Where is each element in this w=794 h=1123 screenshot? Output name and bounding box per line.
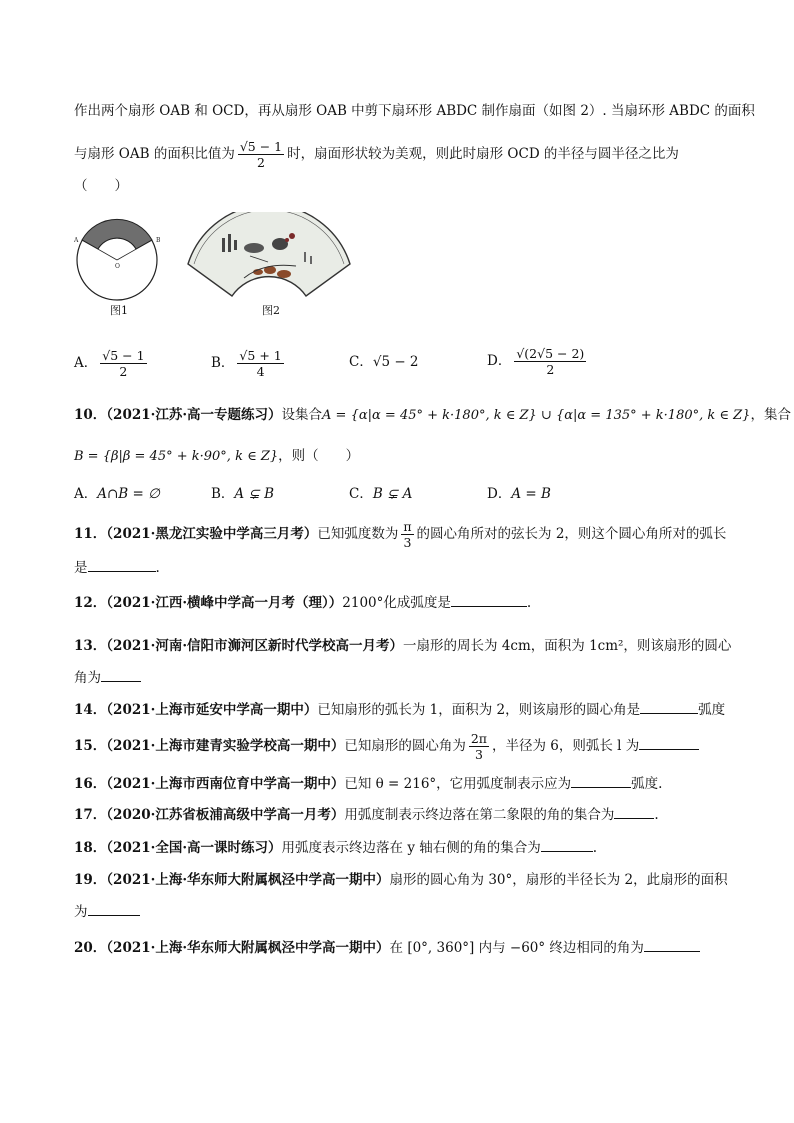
q11-answer-blank[interactable] [88,557,156,572]
q9-option-c[interactable]: C．√5 − 2 [349,354,419,370]
figure-1-sector-diagram [74,210,164,310]
q17-answer-blank[interactable] [614,804,654,819]
q19-answer-blank[interactable] [88,901,140,916]
q10-option-c[interactable]: C．B ⊊ A [349,486,413,502]
q20-line: 20．（2021·上海·华东师大附属枫泾中学高一期中）在 [0°, 360°] 内与 −60° 终边相同的角为 [74,937,700,958]
figure-2-fan-painting [184,212,354,302]
q10-option-b[interactable]: B．A ⊊ B [211,486,274,502]
q16-answer-blank[interactable] [571,773,631,788]
q11-fraction: $\frac{\pi}{3}$ [403,519,412,550]
q10-line-1: 10．（2021·江苏·高一专题练习）设集合A = {α|α = 45° + k·180°, k ∈ Z} ∪ {α|α = 135° + k·180°, k ∈ Z}，集合 [74,407,791,423]
label-b: B [156,237,161,244]
q12-line: 12．（2021·江西·横峰中学高一月考（理））2100°化成弧度是 . [74,592,531,613]
q9-line-1: 作出两个扇形 OAB 和 OCD，再从扇形 OAB 中剪下扇环形 ABDC 制作扇面（如图 2）. 当扇环形 ABDC 的面积 [74,103,755,119]
figure-1-caption: 图1 [110,304,128,317]
q18-line: 18．（2021·全国·高一课时练习）用弧度表示终边落在 y 轴右侧的角的集合为 . [74,837,597,858]
q9-ratio-fraction: $\frac{√5 - 1}{2}$ [239,139,283,170]
q13-answer-blank[interactable] [101,667,141,682]
q13-line-1: 13．（2021·河南·信阳市浉河区新时代学校高一月考）一扇形的周长为 4cm，面积为 1cm²，则该扇形的圆心 [74,638,732,654]
q19-line-1: 19．（2021·上海·华东师大附属枫泾中学高一期中）扇形的圆心角为 30°，扇形的半径长为 2，此扇形的面积 [74,872,728,888]
q9-line-2: 与扇形 OAB 的面积比值为 $\frac{√5 - 1}{2}$ 时，扇面形状较为美观，则此时扇形 OCD 的半径与圆半径之比为 [74,139,679,170]
q18-answer-blank[interactable] [541,837,593,852]
q20-answer-blank[interactable] [644,937,700,952]
q10-option-a[interactable]: A．A∩B = ∅ [74,486,160,502]
q19-line-2: 为 [74,901,140,922]
q10-option-d[interactable]: D．A = B [487,486,551,502]
q9-answer-paren: （ ） [74,178,128,194]
label-a: A [74,237,79,244]
q15-answer-blank[interactable] [639,735,699,750]
q12-answer-blank[interactable] [451,592,527,607]
label-o: O [115,263,120,270]
q15-fraction: $\frac{2\pi}{3}$ [470,731,487,762]
q14-answer-blank[interactable] [640,699,698,714]
q9-option-b[interactable]: B． $\frac{√5 + 1}{4}$ [211,348,282,379]
q10-line-2: B = {β|β = 45° + k·90°, k ∈ Z}，则（ ） [74,448,360,464]
q11-line-2: 是 . [74,557,160,578]
q11-line-1: 11．（2021·黑龙江实验中学高三月考）已知弧度数为 $\frac{\pi}{3}$ 的圆心角所对的弦长为 2，则这个圆心角所对的弧长 [74,519,727,550]
q9-option-d[interactable]: D． $\frac{√(2√5 - 2)}{2}$ [487,346,585,377]
q16-line: 16．（2021·上海市西南位育中学高一期中）已知 θ = 216°，它用弧度制表示应为 弧度. [74,773,662,794]
figure-2-caption: 图2 [262,304,280,317]
q13-line-2: 角为 [74,667,141,688]
q15-line: 15．（2021·上海市建青实验学校高一期中）已知扇形的圆心角为 $\frac{2\pi}{3}$ ，半径为 6，则弧长 l 为 [74,731,699,762]
q9-option-a[interactable]: A． $\frac{√5 - 1}{2}$ [74,348,145,379]
q14-line: 14．（2021·上海市延安中学高一期中）已知扇形的弧长为 1，面积为 2，则该扇形的圆心角是 弧度 [74,699,725,720]
q17-line: 17．（2020·江苏省板浦高级中学高一月考）用弧度制表示终边落在第二象限的角的集合为 . [74,804,659,825]
